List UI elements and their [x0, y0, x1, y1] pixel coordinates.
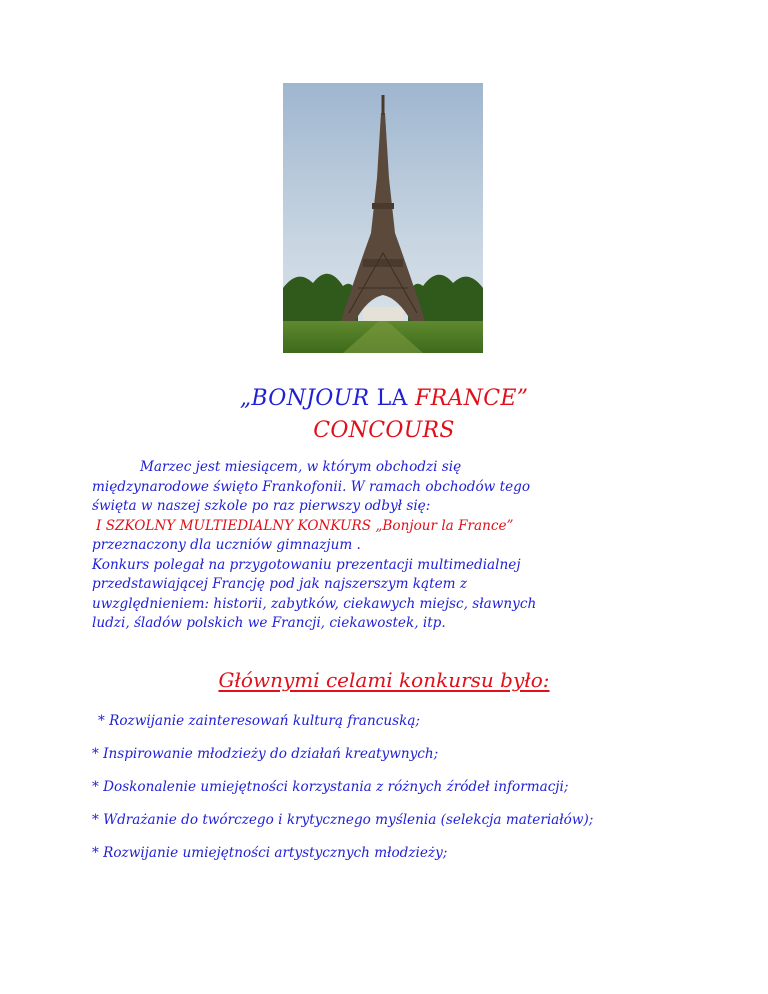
- goal-item: * Rozwijanie zainteresowań kulturą francuską;: [98, 713, 421, 729]
- intro-line: uwzględnieniem: historii, zabytków, ciekawych miejsc, sławnych: [92, 595, 537, 612]
- intro-line: międzynarodowe święto Frankofonii. W ramach obchodów tego: [92, 478, 531, 495]
- title-quote-open: „: [239, 386, 252, 411]
- goal-item: * Doskonalenie umiejętności korzystania z różnych źródeł informacji;: [92, 779, 569, 795]
- goal-item: * Wdrażanie do twórczego i krytycznego myślenia (selekcja materiałów);: [92, 812, 594, 828]
- intro-line: Marzec jest miesiącem, w którym obchodzi się: [140, 459, 462, 475]
- goal-item: * Inspirowanie młodzieży do działań kreatywnych;: [92, 746, 439, 762]
- intro-line: przedstawiającej Francję pod jak najszerszym kątem z: [92, 576, 468, 592]
- goals-heading: Głównymi celami konkursu było:: [218, 668, 550, 692]
- goal-item: * Rozwijanie umiejętności artystycznych młodzieży;: [92, 845, 448, 861]
- title-france: FRANCE: [415, 386, 517, 411]
- title-bonjour: BONJOUR: [251, 386, 370, 411]
- intro-line: święta w naszej szkole po raz pierwszy odbył się:: [92, 498, 431, 514]
- eiffel-tower-photo: [283, 83, 483, 353]
- intro-line: Konkurs polegał na przygotowaniu prezentacji multimedialnej: [92, 556, 521, 573]
- title-line: [0, 386, 768, 411]
- intro-line: przeznaczony dla uczniów gimnazjum .: [92, 537, 361, 553]
- intro-paragraph: [92, 458, 672, 634]
- intro-line: ludzi, śladów polskich we Francji, ciekawostek, itp.: [92, 615, 446, 631]
- title-la: LA: [376, 386, 408, 411]
- goals-list: [92, 712, 672, 877]
- title-quote-close: ”: [516, 386, 529, 411]
- contest-name: I SZKOLNY MULTIEDIALNY KONKURS „Bonjour la France”: [96, 517, 514, 534]
- title-concours: CONCOURS: [313, 418, 455, 443]
